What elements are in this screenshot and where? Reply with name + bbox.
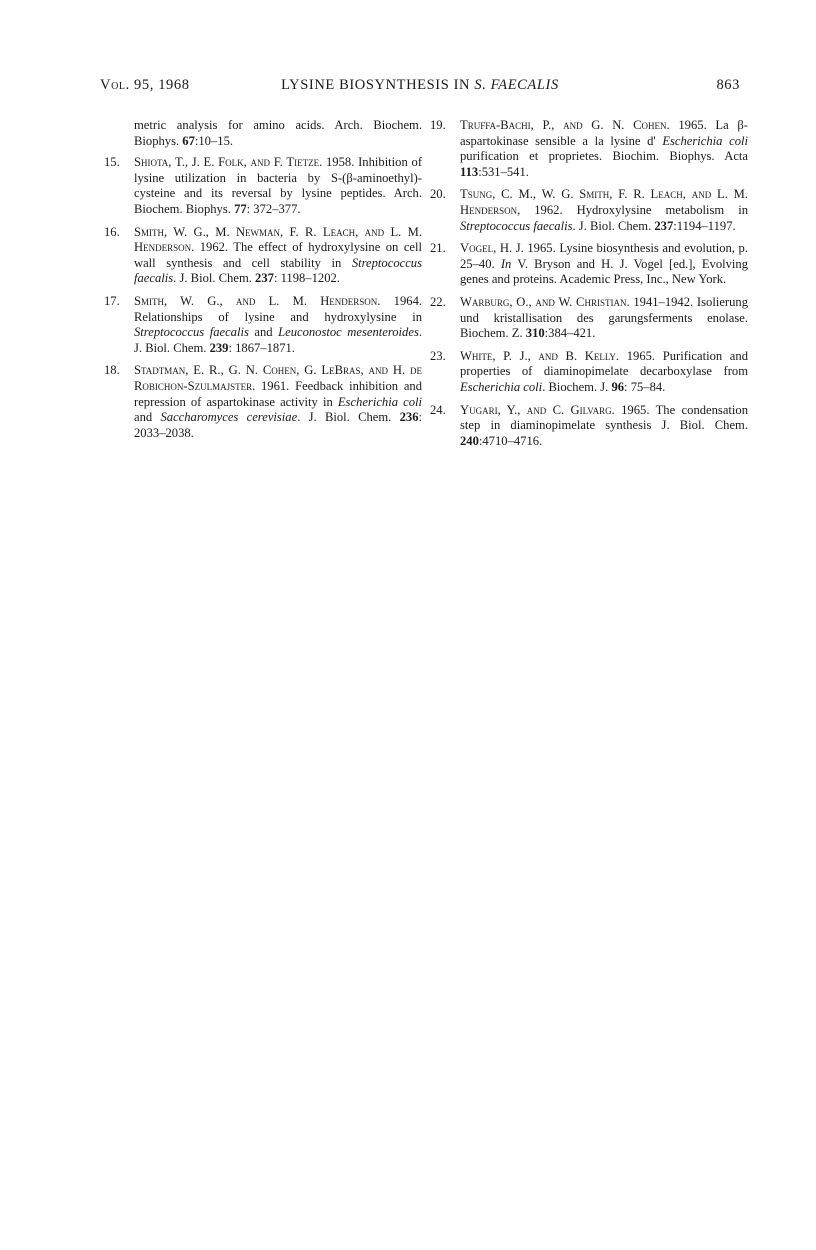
reference-volume: 236 xyxy=(399,410,419,425)
reference-continuation xyxy=(104,118,422,149)
reference-journal: . J. Biol. Chem. xyxy=(134,325,423,355)
reference-volume: 237 xyxy=(654,218,674,233)
reference-journal: purification et proprietes. Biochim. Biophys. Acta xyxy=(460,149,748,164)
reference-year: 1964. xyxy=(380,293,423,308)
reference-20 xyxy=(430,187,748,234)
reference-organism: Streptococcus faecalis xyxy=(460,218,573,233)
reference-pages: :1194–1197. xyxy=(673,218,736,233)
reference-volume: 310 xyxy=(525,326,545,341)
running-title-prefix: LYSINE BIOSYNTHESIS IN xyxy=(281,77,475,93)
reference-title: Relationships of lysine and hydroxylysine in xyxy=(134,309,422,324)
reference-year: 1965. xyxy=(523,241,556,256)
reference-pages: : 75–84. xyxy=(624,379,666,394)
reference-number: 24. xyxy=(430,402,446,417)
reference-authors: Warburg, O., and W. Christian. xyxy=(460,294,630,309)
reference-title: Feedback inhibition and repression of aspartokinase activity in xyxy=(134,378,422,409)
reference-pages: :384–421. xyxy=(544,326,596,341)
reference-journal: . J. Biol. Chem. xyxy=(572,218,655,233)
reference-volume: 237 xyxy=(255,271,274,286)
reference-journal: . J. Biol. Chem. xyxy=(297,410,400,425)
reference-number: 15. xyxy=(104,155,120,170)
reference-pages: :531–541. xyxy=(478,164,529,179)
references-column-right xyxy=(430,118,748,456)
reference-organism: Escherichia coli xyxy=(460,379,543,394)
reference-authors: Tsung, C. M., W. G. Smith, F. R. Leach, and L. M. Henderson, xyxy=(460,187,748,217)
reference-title: La β-aspartokinase sensible a la lysine d' xyxy=(460,118,748,148)
reference-authors: Truffa-Bachi, P., and G. N. Cohen. xyxy=(460,118,670,132)
reference-authors: Smith, W. G., and L. M. Henderson. xyxy=(134,293,381,308)
reference-title: Hydroxylysine metabolism in xyxy=(562,202,749,217)
reference-authors: White, P. J., and B. Kelly. xyxy=(460,348,620,363)
reference-24 xyxy=(430,403,748,450)
reference-title: Purification and properties of diaminopimelate decarboxylase from xyxy=(460,348,748,379)
reference-number: 16. xyxy=(104,224,120,239)
reference-volume: 77 xyxy=(234,201,247,216)
journal-volume-year: Vol. 95, 1968 xyxy=(100,77,190,93)
reference-19 xyxy=(430,118,748,180)
reference-year: 1958. xyxy=(322,155,355,170)
continuation-volume: 67 xyxy=(182,133,195,148)
reference-23 xyxy=(430,349,748,396)
reference-15 xyxy=(104,155,422,217)
reference-year: 1965. xyxy=(614,402,650,417)
reference-title: The condensation step in diaminopimelate synthesis J. Biol. Chem. xyxy=(460,402,749,433)
reference-journal: . Biochem. J. xyxy=(542,379,612,394)
reference-16 xyxy=(104,225,422,287)
reference-title: The effect of hydroxylysine on cell wall synthesis and cell stability in xyxy=(134,240,422,270)
reference-year: 1961. xyxy=(255,378,290,393)
reference-year: 1965. xyxy=(669,118,707,132)
continuation-text: metric analysis for amino acids. Arch. Biochem. Biophys. xyxy=(134,118,422,148)
reference-number: 23. xyxy=(430,348,446,363)
reference-number: 19. xyxy=(430,118,446,132)
reference-organism: Escherichia coli xyxy=(662,133,748,148)
reference-organism: Streptococcus faecalis xyxy=(134,255,422,286)
reference-organism-2: Saccharomyces cerevisiae xyxy=(160,410,298,425)
reference-organism-2: Leuconostoc mesenteroides xyxy=(278,325,419,340)
reference-number: 22. xyxy=(430,294,446,309)
reference-journal: V. Bryson and H. J. Vogel [ed.], Evolving genes and proteins. Academic Press, Inc., New York. xyxy=(460,256,748,287)
reference-number: 17. xyxy=(104,293,120,308)
running-title xyxy=(100,77,740,94)
page-number: 863 xyxy=(716,77,740,93)
reference-organism: Escherichia coli xyxy=(337,394,422,409)
reference-connector: and xyxy=(248,325,279,340)
reference-title: Isolierung und kristallisation des garungsferments enolase. Biochem. Z. xyxy=(460,294,748,341)
reference-volume: 240 xyxy=(460,433,479,448)
running-header xyxy=(100,77,740,97)
reference-authors: Stadtman, E. R., G. N. Cohen, G. LeBras, and H. de Robichon-Szulmajster. xyxy=(134,363,422,393)
reference-pages: : 1198–1202. xyxy=(273,271,340,286)
reference-authors: Shiota, T., J. E. Folk, and F. Tietze. xyxy=(134,155,323,170)
running-title-organism: S. FAECALIS xyxy=(474,77,559,93)
reference-authors: Yugari, Y., and C. Gilvarg. xyxy=(460,402,615,417)
reference-authors: Vogel, H. J. xyxy=(460,241,524,256)
reference-in-word: In xyxy=(500,256,512,271)
reference-volume: 113 xyxy=(460,164,479,179)
reference-number: 20. xyxy=(430,187,446,202)
reference-year: 1965. xyxy=(619,348,656,363)
reference-pages: : 2033–2038. xyxy=(134,410,422,440)
continuation-pages: :10–15. xyxy=(194,133,234,148)
reference-year: 1941–1942. xyxy=(629,294,694,309)
reference-authors: Smith, W. G., M. Newman, F. R. Leach, and L. M. Henderson. xyxy=(134,224,422,255)
reference-year: 1962. xyxy=(194,240,229,255)
reference-year: 1962. xyxy=(520,202,563,217)
references-column-left xyxy=(104,118,422,448)
reference-title: Inhibition of lysine utilization in bacteria by S-(β-aminoethyl)-cysteine and its reversal by lysine peptides. Arch. Biochem. Biophys. xyxy=(134,155,423,216)
reference-volume: 239 xyxy=(209,340,229,355)
reference-organism: Streptococcus faecalis xyxy=(134,325,249,340)
reference-volume: 96 xyxy=(611,379,625,394)
reference-connector: and xyxy=(134,410,161,425)
reference-22 xyxy=(430,295,748,342)
reference-pages: : 372–377. xyxy=(246,201,301,216)
reference-17 xyxy=(104,294,422,356)
reference-18 xyxy=(104,363,422,441)
reference-number: 18. xyxy=(104,363,120,378)
reference-21 xyxy=(430,241,748,288)
reference-journal: . J. Biol. Chem. xyxy=(173,271,256,286)
reference-number: 21. xyxy=(430,241,446,256)
reference-pages: : 1867–1871. xyxy=(228,340,295,355)
reference-pages: :4710–4716. xyxy=(478,433,543,448)
reference-title: Lysine biosynthesis and evolution, p. 25–40. xyxy=(460,241,748,271)
